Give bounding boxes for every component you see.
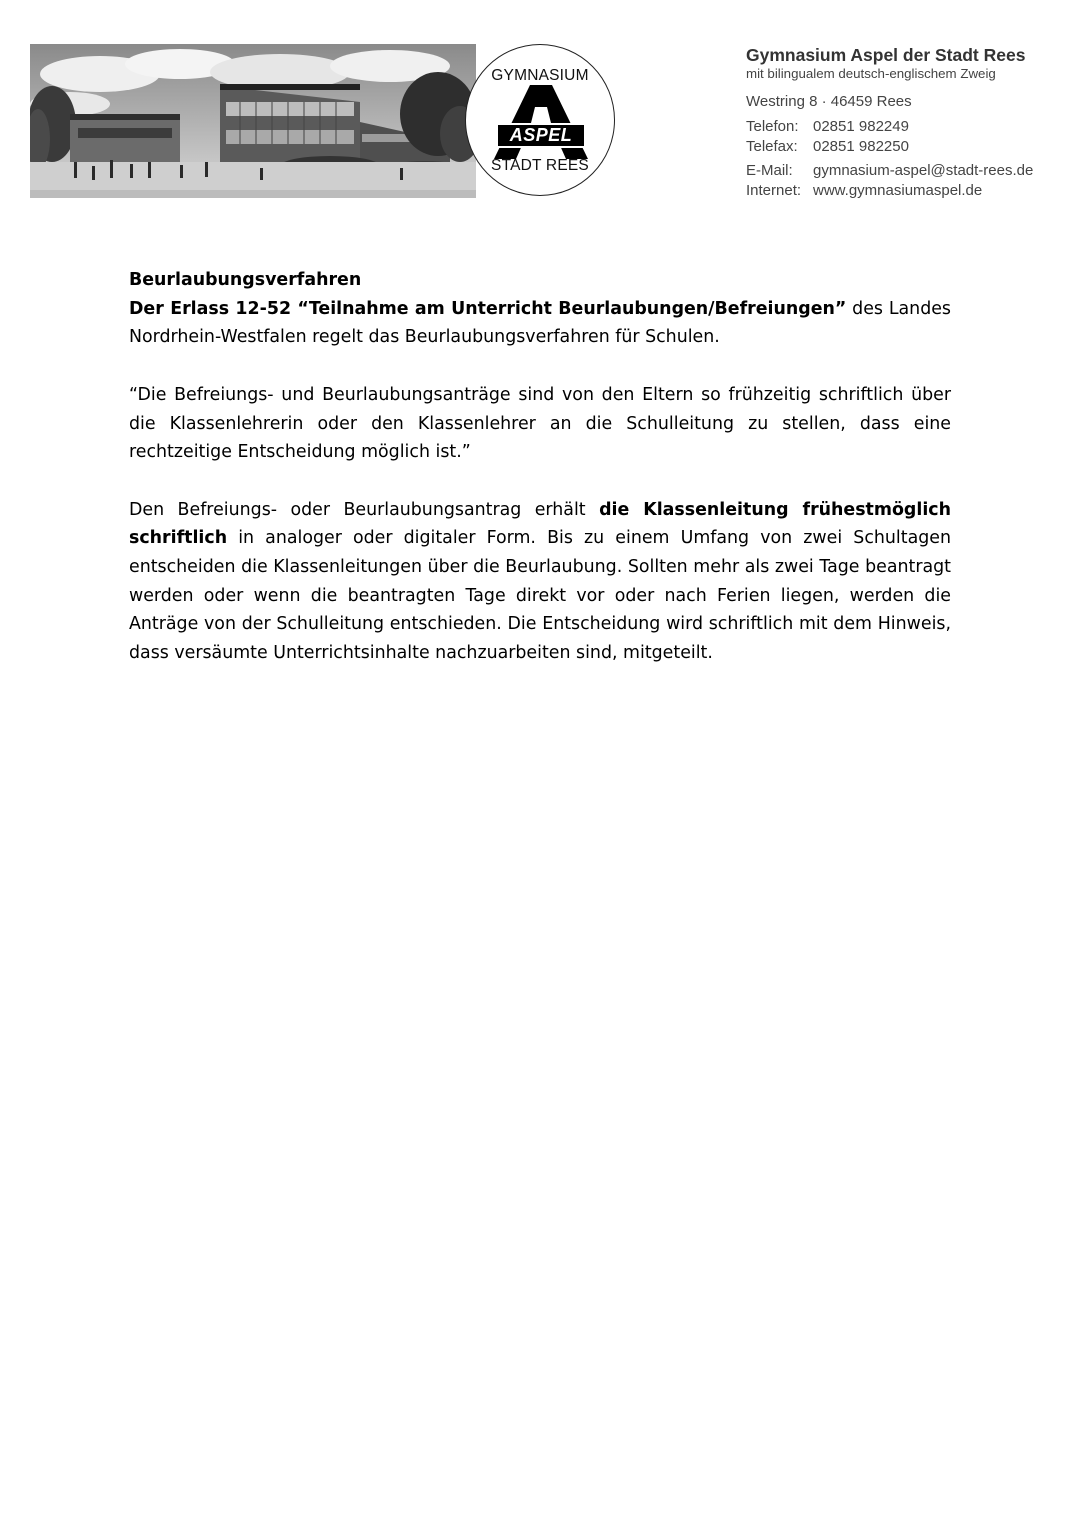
contact-label: Internet: [746, 182, 802, 199]
document-body [129, 266, 951, 668]
logo-bottom-text: STADT REES [491, 157, 589, 174]
procedure-text-rest: in analoger oder digitaler Form. Bis zu einem Umfang von zwei Schultagen entscheiden die Klassenleitungen über die Beurlaubung. Sollten mehr als zwei Tage beantragt werden oder wenn die beantragten Tage direkt vor oder nach Ferien liegen, werden die Anträge von der Schulleitung entschieden. Die Entscheidung wird schriftlich mit dem Hinweis, dass versäumte Unterrichtsinhalte nachzuarbeiten sind, mitgeteilt. [129, 528, 951, 664]
contact-value: 02851 982249 [813, 118, 909, 135]
intro-paragraph [129, 295, 951, 352]
logo-band-text: ASPEL [496, 123, 586, 148]
decree-title: Der Erlass 12-52 “Teilnahme am Unterricht Beurlaubungen/Befreiungen” [129, 298, 847, 319]
quote-paragraph: “Die Befreiungs- und Beurlaubungsanträge sind von den Eltern so frühzeitig schriftlich über die Klassenlehrerin oder den Klassenlehrer an die Schulleitung zu stellen, dass eine rechtzeitige Entscheidung möglich ist.” [129, 384, 951, 463]
contact-value: www.gymnasiumaspel.de [813, 182, 983, 199]
procedure-text-start: Den Befreiungs- oder Beurlaubungsantrag erhält [129, 499, 600, 520]
document-heading: Beurlaubungsverfahren [129, 270, 362, 290]
contact-fax [746, 137, 1076, 157]
school-name: Gymnasium Aspel der Stadt Rees [746, 45, 1026, 65]
intro-text: des Landes Nordrhein-Westfalen regelt das Beurlaubungsverfahren für Schulen. [129, 298, 951, 348]
contact-label: Telefax: [746, 138, 798, 155]
logo-top-text: GYMNASIUM [491, 67, 589, 84]
school-building-photo [30, 44, 476, 198]
school-subtitle: mit bilingualem deutsch-englischem Zweig [746, 66, 996, 81]
contact-website [746, 181, 1076, 201]
school-logo [465, 44, 615, 196]
contact-value: gymnasium-aspel@stadt-rees.de [813, 162, 1034, 179]
school-address: Westring 8 · 46459 Rees [746, 93, 912, 110]
contact-value: 02851 982250 [813, 138, 909, 155]
school-contact-block [746, 44, 1066, 199]
contact-label: Telefon: [746, 118, 799, 135]
procedure-emphasis: die Klassenleitung frühestmöglich schriftlich [129, 499, 951, 549]
contact-phone [746, 117, 1076, 137]
procedure-paragraph [129, 496, 951, 668]
contact-email [746, 161, 1076, 181]
contact-label: E-Mail: [746, 162, 793, 179]
